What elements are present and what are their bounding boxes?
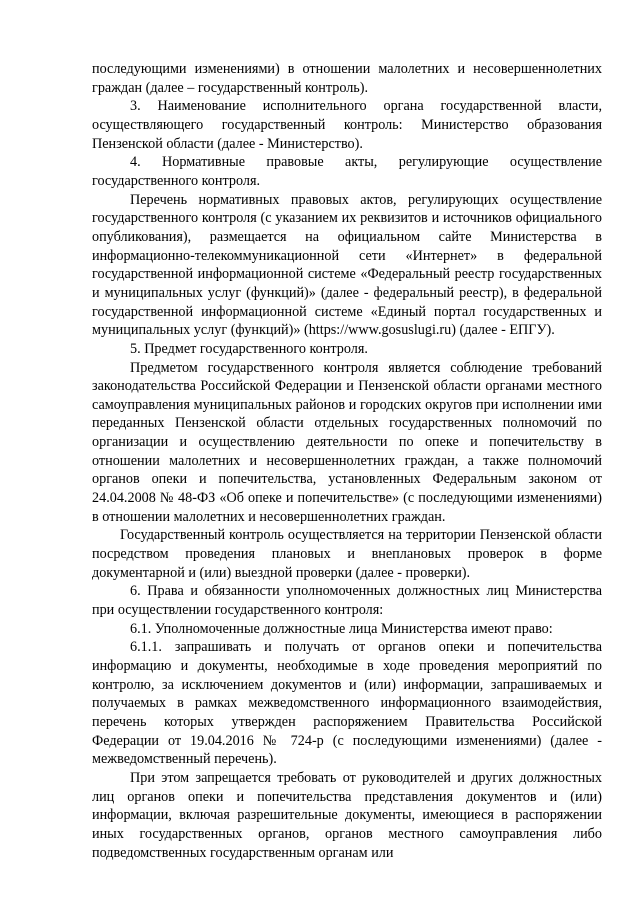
paragraph-item-6-1: 6.1. Уполномоченные должностные лица Министерства имеют право: xyxy=(130,620,553,637)
paragraph-item-5: 5. Предмет государственного контроля. xyxy=(130,340,368,357)
paragraph-list-of-acts: Перечень нормативных правовых актов, регулирующих осуществление государственного контроля (с указанием их реквизитов и источников официального опубликования), размещается на официальном сайте Министерства в информационно-телекоммуникационной сети «Интернет» в федеральной государственной информационной системе «Федеральный реестр государственных и муниципальных услуг (функций)» (далее - федеральный реестр), в федеральной государственной информационной системе «Единый портал государственных и муниципальных услуг (функций)» (https://www.gosuslugi.ru) (далее - ЕПГУ). xyxy=(92,191,602,339)
paragraph-continuation: последующими изменениями) в отношении малолетних и несовершеннолетних граждан (далее – государственный контроль). xyxy=(92,61,602,96)
paragraph-prohibition: При этом запрещается требовать от руководителей и других должностных лиц органов опеки и попечительства представления документов и (или) информации, включая разрешительные документы, имеющиеся в распоряжении иных государственных органов, органов местного самоуправления либо подведомственных государственным органам или xyxy=(92,769,602,861)
paragraph-item-4: 4. Нормативные правовые акты, регулирующие осуществление государственного контроля. xyxy=(92,154,602,189)
paragraph-item-6-1-1: 6.1.1. запрашивать и получать от органов опеки и попечительства информацию и документы, необходимые в ходе проведения мероприятий по контролю, за исключением документов и (или) информации, запрашиваемых и получаемых в рамках межведомственного информационного взаимодействия, перечень которых утвержден распоряжением Правительства Российской Федерации от 19.04.2016 № 724-р (с последующими изменениями) (далее - межведомственный перечень). xyxy=(92,639,602,768)
paragraph-item-3: 3. Наименование исполнительного органа государственной власти, осуществляющего государственный контроль: Министерство образования Пензенской области (далее - Министерство). xyxy=(92,98,602,152)
paragraph-item-6: 6. Права и обязанности уполномоченных должностных лиц Министерства при осуществлении государственного контроля: xyxy=(92,583,602,619)
paragraph-territory: Государственный контроль осуществляется на территории Пензенской области посредством проведения плановых и внеплановых проверок в форме документарной и (или) выездной проверки (далее - проверки). xyxy=(92,527,602,581)
document-body xyxy=(92,60,602,862)
paragraph-subject: Предметом государственного контроля является соблюдение требований законодательства Российской Федерации и Пензенской области органами местного самоуправления муниципальных районов и городских округов при исполнении ими переданных Пензенской области отдельных государственных полномочий по организации и осуществлению деятельности по опеке и попечительству в отношении малолетних и несовершеннолетних граждан, а также полномочий органов опеки и попечительства, установленных Федеральным законом от 24.04.2008 № 48-ФЗ «Об опеке и попечительстве» (с последующими изменениями) в отношении малолетних и несовершеннолетних граждан. xyxy=(92,359,602,525)
